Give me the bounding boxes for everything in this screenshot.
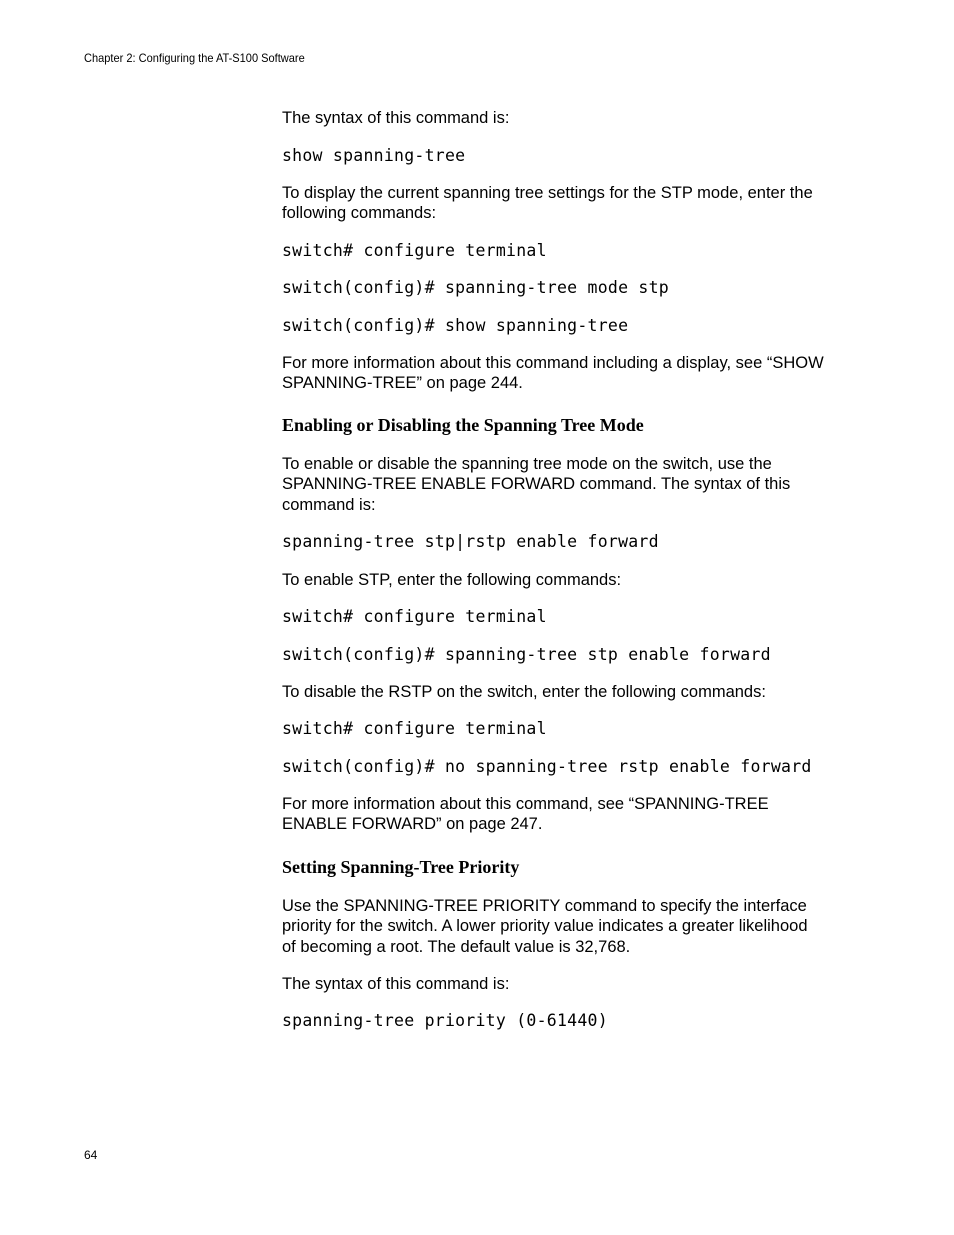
code-no-rstp-enable-forward: switch(config)# no spanning-tree rstp enable forward: [282, 757, 812, 776]
text-line: following commands:: [282, 204, 437, 223]
text-line: For more information about this command including a display, see “SHOW: [282, 354, 824, 372]
code-enable-forward-syntax: spanning-tree stp|rstp enable forward: [282, 532, 659, 551]
text-line: command is:: [282, 495, 376, 514]
code-show-spanning-tree-config: switch(config)# show spanning-tree: [282, 316, 629, 335]
paragraph-enable-stp: [282, 570, 621, 590]
paragraph-display-settings: [282, 183, 813, 224]
text-line: To display the current spanning tree settings for the STP mode, enter the: [282, 184, 813, 202]
paragraph-syntax-intro: [282, 108, 509, 128]
section-heading-enable-disable: Enabling or Disabling the Spanning Tree Mode: [282, 415, 644, 435]
text-line: ENABLE FORWARD” on page 247.: [282, 815, 543, 834]
running-header: Chapter 2: Configuring the AT-S100 Software: [84, 51, 305, 65]
text-line: The syntax of this command is:: [282, 975, 510, 993]
text-line: To enable STP, enter the following commands:: [282, 571, 622, 589]
text-line: SPANNING-TREE ENABLE FORWARD command. The syntax of this: [282, 475, 791, 494]
code-stp-enable-forward: switch(config)# spanning-tree stp enable forward: [282, 645, 771, 664]
paragraph-disable-rstp: [282, 682, 766, 702]
paragraph-syntax-priority: [282, 974, 509, 994]
paragraph-enable-disable: [282, 454, 790, 515]
paragraph-more-info-show: [282, 353, 824, 394]
text-line: of becoming a root. The default value is 32,768.: [282, 937, 631, 956]
text-line: priority for the switch. A lower priority value indicates a greater likelihood: [282, 917, 808, 936]
text-line: SPANNING-TREE” on page 244.: [282, 374, 523, 393]
text-line: To disable the RSTP on the switch, enter the following commands:: [282, 683, 766, 701]
code-spanning-tree-mode-stp: switch(config)# spanning-tree mode stp: [282, 278, 669, 297]
text-line: Use the SPANNING-TREE PRIORITY command to specify the interface: [282, 897, 807, 915]
code-show-spanning-tree: show spanning-tree: [282, 146, 466, 165]
code-configure-terminal: switch# configure terminal: [282, 607, 547, 626]
text-line: For more information about this command, see “SPANNING-TREE: [282, 795, 769, 813]
code-configure-terminal: switch# configure terminal: [282, 241, 547, 260]
section-heading-priority: Setting Spanning-Tree Priority: [282, 857, 520, 877]
page-number: 64: [84, 1148, 98, 1162]
paragraph-priority: [282, 896, 808, 957]
code-configure-terminal: switch# configure terminal: [282, 719, 547, 738]
paragraph-more-info-enable: [282, 794, 769, 835]
text-line: The syntax of this command is:: [282, 109, 510, 127]
code-priority-syntax: spanning-tree priority (0-61440): [282, 1011, 608, 1030]
text-line: To enable or disable the spanning tree mode on the switch, use the: [282, 455, 772, 473]
